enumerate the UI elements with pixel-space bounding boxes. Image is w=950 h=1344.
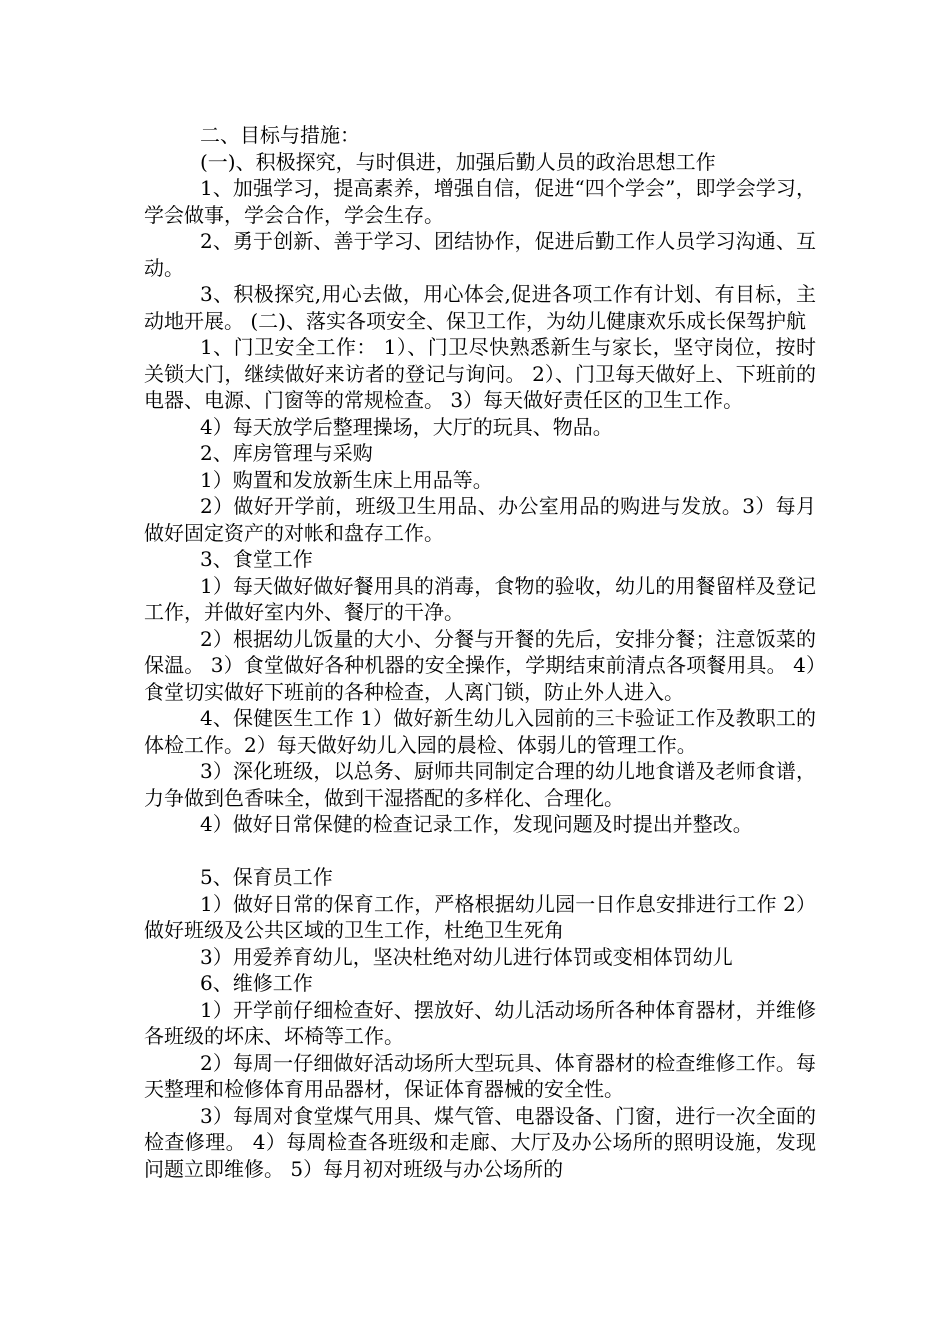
- paragraph: 2、勇于创新、善于学习、团结协作，促进后勤工作人员学习沟通、互动。: [144, 229, 816, 280]
- paragraph: 2）每周一仔细做好活动场所大型玩具、体育器材的检查维修工作。每天整理和检修体育用品器材，保证体育器械的安全性。: [144, 1050, 816, 1101]
- paragraph: 3）深化班级，以总务、厨师共同制定合理的幼儿地食谱及老师食谱，力争做到色香味全，做到干湿搭配的多样化、合理化。: [144, 759, 816, 810]
- paragraph: 2）根据幼儿饭量的大小、分餐与开餐的先后，安排分餐；注意饭菜的保温。 3）食堂做好各种机器的安全操作，学期结束前清点各项餐用具。 4）食堂切实做好下班前的各种检查，人离门锁，防止外人进入。: [144, 626, 816, 704]
- section-heading: 二、目标与措施：: [200, 123, 360, 147]
- paragraph: 4、保健医生工作 1）做好新生幼儿入园前的三卡验证工作及教职工的体检工作。2）每天做好幼儿入园的晨检、体弱儿的管理工作。: [144, 706, 816, 757]
- paragraph: 3、积极探究,用心去做，用心体会,促进各项工作有计划、有目标，主动地开展。 (二)、落实各项安全、保卫工作，为幼儿健康欢乐成长保驾护航: [144, 282, 816, 333]
- paragraph: 1）开学前仔细检查好、摆放好、幼儿活动场所各种体育器材，并维修各班级的坏床、坏椅等工作。: [144, 997, 816, 1048]
- paragraph: 1、加强学习，提高素养，增强自信，促进“四个学会”，即学会学习，学会做事，学会合作，学会生存。: [144, 176, 816, 227]
- paragraph: 2）做好开学前，班级卫生用品、办公室用品的购进与发放。3）每月做好固定资产的对帐和盘存工作。: [144, 494, 816, 545]
- paragraph: 1）做好日常的保育工作，严格根据幼儿园一日作息安排进行工作 2）做好班级及公共区域的卫生工作，杜绝卫生死角: [144, 891, 816, 942]
- paragraph: 3）用爱养育幼儿，坚决杜绝对幼儿进行体罚或变相体罚幼儿: [200, 944, 733, 969]
- item-heading: 6、维修工作: [200, 971, 313, 995]
- paragraph: 1、门卫安全工作： 1）、门卫尽快熟悉新生与家长，坚守岗位，按时关锁大门，继续做好来访者的登记与询问。 2）、门卫每天做好上、下班前的电器、电源、门窗等的常规检查。 3）每天做好责任区的卫生工作。: [144, 335, 816, 412]
- paragraph: 4）每天放学后整理操场，大厅的玩具、物品。: [200, 414, 613, 439]
- item-heading: 5、保育员工作: [200, 865, 333, 889]
- paragraph: 1）每天做好做好餐用具的消毒，食物的验收，幼儿的用餐留样及登记工作，并做好室内外、餐厅的干净。: [144, 573, 816, 624]
- paragraph: 1）购置和发放新生床上用品等。: [200, 467, 493, 492]
- paragraph: 4）做好日常保健的检查记录工作，发现问题及时提出并整改。: [200, 812, 753, 836]
- item-heading: 3、食堂工作: [200, 547, 313, 571]
- item-heading: 2、库房管理与采购: [200, 441, 373, 465]
- document-body: [144, 122, 816, 1182]
- subsection-heading: (一)、积极探究，与时俱进，加强后勤人员的政治思想工作: [200, 149, 716, 174]
- paragraph: 3）每周对食堂煤气用具、煤气管、电器设备、门窗，进行一次全面的检查修理。 4）每周检查各班级和走廊、大厅及办公场所的照明设施，发现问题立即维修。 5）每月初对班级与办公场所的: [144, 1103, 816, 1181]
- blank-line: [144, 838, 816, 865]
